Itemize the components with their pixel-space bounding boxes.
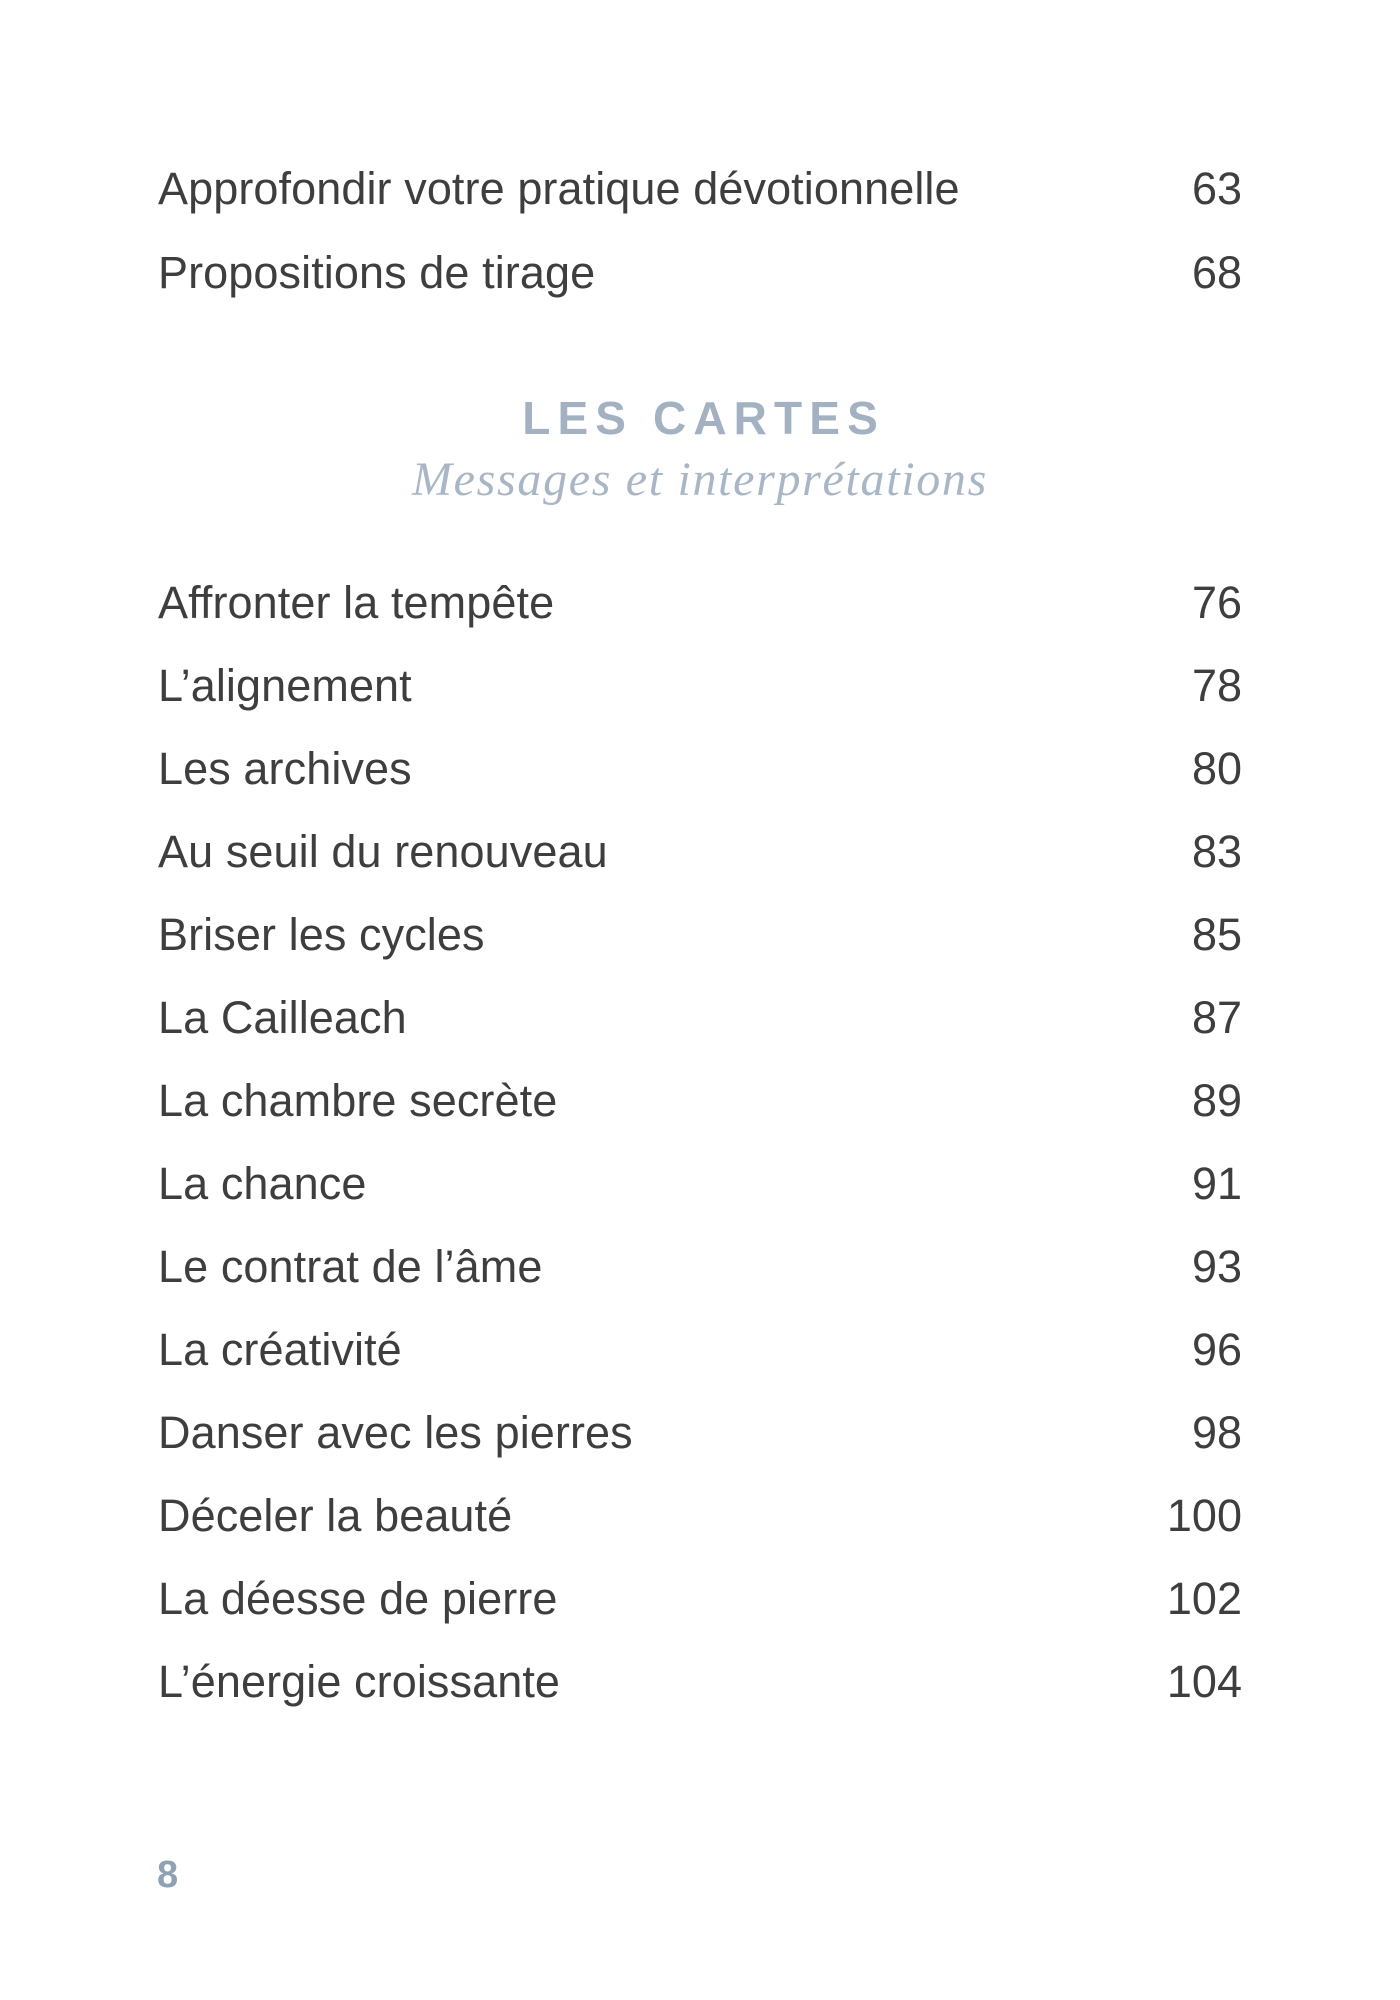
toc-entry-label: Danser avec les pierres [158, 1407, 633, 1458]
toc-entry-page: 87 [1191, 992, 1242, 1043]
toc-entry-page: 76 [1191, 577, 1242, 628]
toc-entry-page: 93 [1191, 1241, 1242, 1292]
toc-entry-label: Affronter la tempête [158, 577, 555, 628]
toc-entry-page: 102 [1166, 1573, 1242, 1624]
toc-entry-label: La Cailleach [158, 992, 407, 1043]
toc-entry-label: L’énergie croissante [158, 1656, 561, 1707]
toc-entry-label: La chance [158, 1158, 367, 1209]
toc-entry-label: La chambre secrète [158, 1075, 558, 1126]
toc-entry-page: 98 [1191, 1407, 1242, 1458]
toc-entry-page: 96 [1191, 1324, 1242, 1375]
section-title: LES CARTES [522, 392, 885, 444]
toc-entry-label: Déceler la beauté [158, 1490, 513, 1541]
toc-entry-page: 104 [1166, 1656, 1242, 1707]
toc-entry [158, 231, 1242, 315]
toc-entry [158, 893, 1242, 976]
toc-entry-page: 78 [1191, 660, 1242, 711]
toc-entry-label: L’alignement [158, 660, 412, 711]
toc-entry [158, 1308, 1242, 1391]
toc-entry-page: 89 [1191, 1075, 1242, 1126]
toc-entry [158, 147, 1242, 231]
toc-entry-label: Le contrat de l’âme [158, 1241, 543, 1292]
toc-entry-page: 85 [1191, 909, 1242, 960]
toc-entry [158, 644, 1242, 727]
toc-entry [158, 1142, 1242, 1225]
toc-entry [158, 727, 1242, 810]
toc-entry-page: 80 [1191, 743, 1242, 794]
toc-cards-section [158, 561, 1242, 1723]
toc-top-section [158, 147, 1242, 315]
toc-entry-label: Briser les cycles [158, 909, 485, 960]
toc-entry-label: Propositions de tirage [158, 247, 596, 298]
toc-entry [158, 1391, 1242, 1474]
toc-entry [158, 810, 1242, 893]
toc-entry-label: Au seuil du renouveau [158, 826, 608, 877]
toc-entry-page: 83 [1191, 826, 1242, 877]
toc-entry-page: 68 [1191, 247, 1242, 298]
toc-entry [158, 1059, 1242, 1142]
toc-entry-label: Approfondir votre pratique dévotionnelle [158, 163, 960, 214]
toc-entry [158, 561, 1242, 644]
toc-entry-label: Les archives [158, 743, 412, 794]
toc-entry [158, 976, 1242, 1059]
page-number: 8 [157, 1854, 179, 1896]
toc-entry-label: La déesse de pierre [158, 1573, 558, 1624]
toc-entry-page: 63 [1191, 163, 1242, 214]
toc-entry-page: 100 [1166, 1490, 1242, 1541]
toc-entry-page: 91 [1191, 1158, 1242, 1209]
toc-entry [158, 1640, 1242, 1723]
toc-entry-label: La créativité [158, 1324, 402, 1375]
toc-entry [158, 1474, 1242, 1557]
toc-entry [158, 1225, 1242, 1308]
section-subtitle: Messages et interprétations [412, 453, 988, 506]
toc-entry [158, 1557, 1242, 1640]
